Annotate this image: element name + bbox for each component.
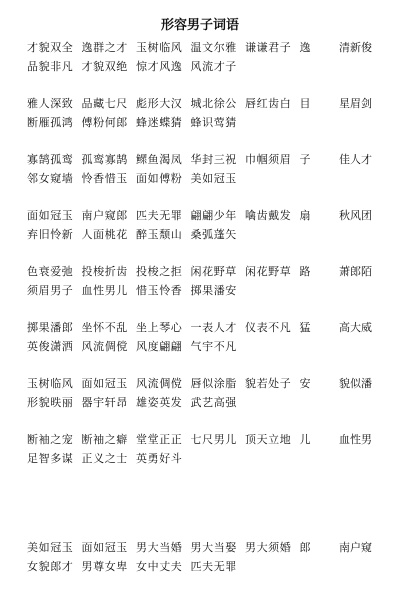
idiom-list: 断袖之宠 断袖之癖 堂堂正正 七尺男儿 顶天立地 儿 足智多谋 正义之士 英勇好斗 (27, 433, 312, 465)
idiom-list: 寡鹄孤鸾 孤鸾寡鹄 鳏鱼渴凤 华封三祝 巾帼须眉 子 邻女窥墙 怜香惜玉 面如傅粉 美如冠玉 (27, 153, 312, 185)
idiom-side-fragment: 高大威 (339, 321, 372, 334)
idiom-list: 掷果潘郎 坐怀不乱 坐上琴心 一表人才 仪表不凡 猛 英俊潇洒 风流倜傥 风度翩翩 气宇不凡 (27, 321, 312, 353)
idiom-entry (27, 538, 377, 576)
idiom-side-fragment: 秋风团 (339, 209, 372, 222)
idiom-entry (27, 206, 377, 244)
idiom-side-fragment: 萧郎陌 (339, 265, 372, 278)
idiom-entry (27, 94, 377, 132)
idiom-side-fragment: 星眉剑 (339, 97, 372, 110)
idiom-entry (27, 38, 377, 76)
idiom-side-fragment: 南户窥 (339, 541, 372, 554)
idiom-list: 美如冠玉 面如冠玉 男大当婚 男大当娶 男大须婚 郎 女貌郎才 男尊女卑 女中丈夫 匹夫无罪 (27, 541, 312, 573)
idiom-list: 雅人深致 品藏七尺 彪形大汉 城北徐公 唇红齿白 目 断雁孤鸿 傅粉何郎 蜂迷蝶猜 蜂识莺猜 (27, 97, 312, 129)
idiom-entry (27, 374, 377, 412)
idiom-side-fragment: 貌似潘 (339, 377, 372, 390)
idiom-side-fragment: 清新俊 (339, 41, 372, 54)
page-title: 形容男子词语 (160, 18, 239, 33)
idiom-entry (27, 150, 377, 188)
idiom-entry (27, 262, 377, 300)
idiom-list: 玉树临风 面如冠玉 风流倜傥 唇似涂脂 貌若处子 安 形貌昳丽 器宇轩昂 雄姿英发 武艺高强 (27, 377, 312, 409)
idiom-entry (27, 318, 377, 356)
idiom-side-fragment: 佳人才 (339, 153, 372, 166)
idiom-side-fragment: 血性男 (339, 433, 372, 446)
idiom-list: 面如冠玉 南户窥郎 匹夫无罪 翩翩少年 噙齿戴发 扇 弃旧怜新 人面桃花 醉玉颓山 桑弧蓬矢 (27, 209, 312, 241)
idiom-list: 色衰爱弛 投梭折齿 投梭之拒 闲花野草 闲花野草 路 须眉男子 血性男儿 惜玉怜香 掷果潘安 (27, 265, 312, 297)
idiom-entry (27, 430, 377, 468)
idiom-list: 才貌双全 逸群之才 玉树临风 温文尔雅 谦谦君子 逸 品貌非凡 才貌双绝 惊才风逸 风流才子 (27, 41, 312, 73)
